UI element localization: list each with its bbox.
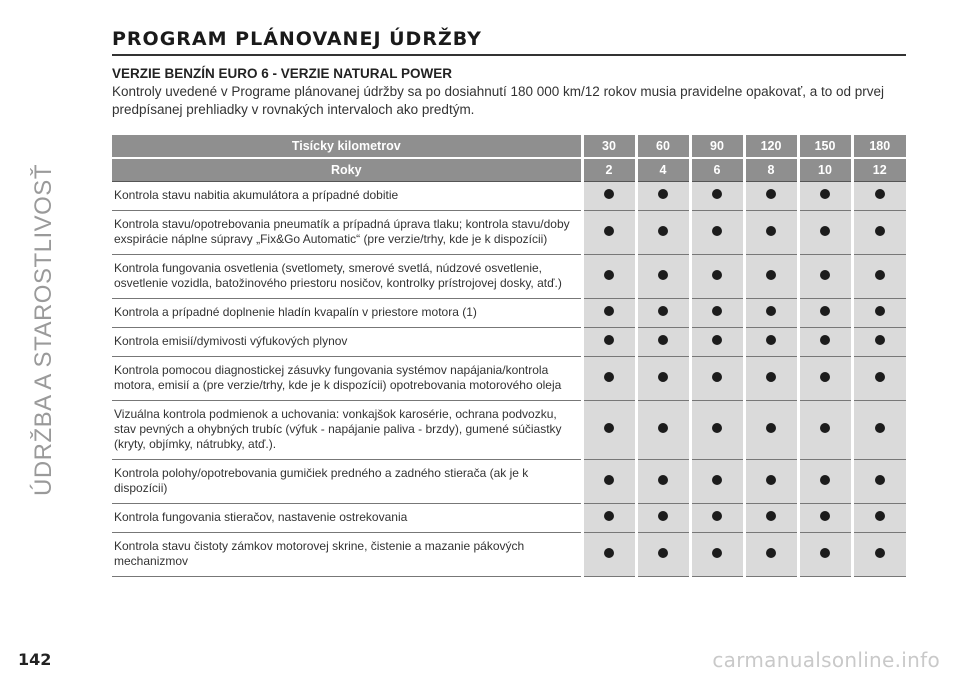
- table-row: [112, 298, 906, 327]
- check-dot-icon: [875, 226, 885, 236]
- check-dot-icon: [875, 475, 885, 485]
- check-dot-icon: [604, 475, 614, 485]
- interval-cell: [852, 356, 906, 400]
- header-km-cell: 90: [690, 135, 744, 158]
- interval-cell: [636, 356, 690, 400]
- check-dot-icon: [604, 270, 614, 280]
- check-dot-icon: [658, 423, 668, 433]
- check-dot-icon: [712, 372, 722, 382]
- check-dot-icon: [712, 189, 722, 199]
- check-dot-icon: [604, 423, 614, 433]
- check-dot-icon: [658, 306, 668, 316]
- check-dot-icon: [766, 335, 776, 345]
- interval-cell: [690, 532, 744, 576]
- interval-cell: [744, 181, 798, 210]
- interval-cell: [690, 181, 744, 210]
- interval-cell: [852, 210, 906, 254]
- interval-cell: [636, 459, 690, 503]
- interval-cell: [690, 327, 744, 356]
- watermark: carmanualsonline.info: [712, 648, 940, 672]
- check-dot-icon: [604, 306, 614, 316]
- header-years-cell: 8: [744, 158, 798, 181]
- check-dot-icon: [820, 372, 830, 382]
- check-dot-icon: [820, 226, 830, 236]
- interval-cell: [690, 356, 744, 400]
- check-dot-icon: [766, 372, 776, 382]
- check-dot-icon: [604, 335, 614, 345]
- check-dot-icon: [820, 189, 830, 199]
- interval-cell: [852, 400, 906, 459]
- interval-cell: [582, 459, 636, 503]
- check-dot-icon: [712, 270, 722, 280]
- operation-text: Kontrola fungovania osvetlenia (svetlomety, smerové svetlá, núdzové osvetlenie, osvetlenie vozidla, batožinového priestoru nosičov, kontrolky prístrojovej dosky, atď.): [112, 254, 582, 298]
- operation-text: Kontrola polohy/opotrebovania gumičiek predného a zadného stierača (ak je k dispozícii): [112, 459, 582, 503]
- check-dot-icon: [712, 475, 722, 485]
- header-years-cell: 2: [582, 158, 636, 181]
- interval-cell: [582, 356, 636, 400]
- check-dot-icon: [875, 372, 885, 382]
- header-km-cell: 30: [582, 135, 636, 158]
- interval-cell: [582, 532, 636, 576]
- interval-cell: [798, 181, 852, 210]
- check-dot-icon: [658, 548, 668, 558]
- check-dot-icon: [820, 335, 830, 345]
- check-dot-icon: [766, 511, 776, 521]
- table-row: [112, 356, 906, 400]
- interval-cell: [798, 532, 852, 576]
- operation-text: Kontrola stavu nabitia akumulátora a prípadné dobitie: [112, 181, 582, 210]
- check-dot-icon: [875, 189, 885, 199]
- page-number: 142: [18, 650, 52, 669]
- table-row: [112, 503, 906, 532]
- check-dot-icon: [766, 270, 776, 280]
- check-dot-icon: [712, 306, 722, 316]
- table-row: [112, 327, 906, 356]
- interval-cell: [852, 459, 906, 503]
- interval-cell: [744, 459, 798, 503]
- interval-cell: [798, 356, 852, 400]
- interval-cell: [690, 254, 744, 298]
- table-row: [112, 400, 906, 459]
- interval-cell: [636, 327, 690, 356]
- header-km-cell: 120: [744, 135, 798, 158]
- interval-cell: [798, 503, 852, 532]
- schedule-body: [112, 181, 906, 576]
- operation-text: Vizuálna kontrola podmienok a uchovania: vonkajšok karosérie, ochrana podvozku, stav pevných a ohybných trubíc (výfuk - napájanie paliva - brzdy), gumené súčiastky (kryty, objímky, nátrubky, atď.).: [112, 400, 582, 459]
- check-dot-icon: [658, 335, 668, 345]
- interval-cell: [744, 400, 798, 459]
- interval-cell: [582, 400, 636, 459]
- check-dot-icon: [875, 423, 885, 433]
- header-years-cell: 12: [852, 158, 906, 181]
- table-row: [112, 210, 906, 254]
- check-dot-icon: [604, 372, 614, 382]
- check-dot-icon: [766, 189, 776, 199]
- header-km-cell: 60: [636, 135, 690, 158]
- interval-cell: [798, 400, 852, 459]
- section-subtitle: VERZIE BENZÍN EURO 6 - VERZIE NATURAL POWER: [112, 66, 453, 81]
- interval-cell: [798, 254, 852, 298]
- check-dot-icon: [820, 548, 830, 558]
- operation-text: Kontrola stavu/opotrebovania pneumatík a prípadná úprava tlaku; kontrola stavu/doby exspirácie náplne súpravy „Fix&Go Automatic“ (pre verzie/trhy, kde je k dispozícii): [112, 210, 582, 254]
- check-dot-icon: [658, 372, 668, 382]
- interval-cell: [744, 503, 798, 532]
- interval-cell: [690, 459, 744, 503]
- check-dot-icon: [712, 335, 722, 345]
- table-row: [112, 459, 906, 503]
- interval-cell: [636, 503, 690, 532]
- check-dot-icon: [820, 423, 830, 433]
- header-km-cell: 150: [798, 135, 852, 158]
- header-years-cell: 10: [798, 158, 852, 181]
- check-dot-icon: [658, 270, 668, 280]
- interval-cell: [582, 503, 636, 532]
- header-row-km: [112, 135, 906, 158]
- header-years-cell: 4: [636, 158, 690, 181]
- interval-cell: [636, 254, 690, 298]
- table-row: [112, 181, 906, 210]
- interval-cell: [636, 298, 690, 327]
- check-dot-icon: [766, 226, 776, 236]
- intro-paragraph: Kontroly uvedené v Programe plánovanej údržby sa po dosiahnutí 180 000 km/12 rokov musia pravidelne opakovať, a to od prvej predpísanej prehliadky v rovnakých intervaloch ako predtým.: [112, 84, 885, 117]
- check-dot-icon: [766, 306, 776, 316]
- check-dot-icon: [875, 548, 885, 558]
- interval-cell: [582, 298, 636, 327]
- interval-cell: [582, 181, 636, 210]
- interval-cell: [852, 327, 906, 356]
- check-dot-icon: [820, 306, 830, 316]
- header-years-label: Roky: [112, 158, 582, 181]
- check-dot-icon: [712, 226, 722, 236]
- interval-cell: [744, 298, 798, 327]
- operation-text: Kontrola stavu čistoty zámkov motorovej skrine, čistenie a mazanie pákových mechanizmov: [112, 532, 582, 576]
- table-row: [112, 254, 906, 298]
- check-dot-icon: [875, 270, 885, 280]
- maintenance-schedule-table: [112, 135, 906, 577]
- interval-cell: [798, 210, 852, 254]
- check-dot-icon: [875, 511, 885, 521]
- check-dot-icon: [766, 423, 776, 433]
- header-km-cell: 180: [852, 135, 906, 158]
- check-dot-icon: [712, 511, 722, 521]
- page-title: PROGRAM PLÁNOVANEJ ÚDRŽBY: [112, 28, 906, 56]
- page-content: [112, 28, 906, 577]
- check-dot-icon: [875, 306, 885, 316]
- check-dot-icon: [820, 475, 830, 485]
- interval-cell: [690, 298, 744, 327]
- interval-cell: [744, 532, 798, 576]
- interval-cell: [852, 254, 906, 298]
- check-dot-icon: [766, 548, 776, 558]
- interval-cell: [582, 210, 636, 254]
- check-dot-icon: [820, 511, 830, 521]
- interval-cell: [852, 532, 906, 576]
- check-dot-icon: [604, 226, 614, 236]
- check-dot-icon: [604, 548, 614, 558]
- interval-cell: [636, 532, 690, 576]
- interval-cell: [852, 298, 906, 327]
- interval-cell: [798, 459, 852, 503]
- interval-cell: [636, 400, 690, 459]
- interval-cell: [744, 356, 798, 400]
- header-row-years: [112, 158, 906, 181]
- interval-cell: [636, 181, 690, 210]
- interval-cell: [690, 400, 744, 459]
- interval-cell: [690, 503, 744, 532]
- interval-cell: [744, 327, 798, 356]
- operation-text: Kontrola emisií/dymivosti výfukových plynov: [112, 327, 582, 356]
- check-dot-icon: [658, 475, 668, 485]
- interval-cell: [582, 254, 636, 298]
- table-row: [112, 532, 906, 576]
- interval-cell: [798, 327, 852, 356]
- check-dot-icon: [658, 226, 668, 236]
- operation-text: Kontrola fungovania stieračov, nastavenie ostrekovania: [112, 503, 582, 532]
- interval-cell: [798, 298, 852, 327]
- interval-cell: [744, 210, 798, 254]
- interval-cell: [582, 327, 636, 356]
- interval-cell: [636, 210, 690, 254]
- interval-cell: [744, 254, 798, 298]
- check-dot-icon: [604, 511, 614, 521]
- check-dot-icon: [658, 189, 668, 199]
- check-dot-icon: [712, 423, 722, 433]
- chapter-side-title-text: ÚDRŽBA A STAROSTLIVOSŤ: [30, 164, 57, 496]
- interval-cell: [852, 503, 906, 532]
- header-years-cell: 6: [690, 158, 744, 181]
- interval-cell: [690, 210, 744, 254]
- check-dot-icon: [820, 270, 830, 280]
- check-dot-icon: [658, 511, 668, 521]
- operation-text: Kontrola pomocou diagnostickej zásuvky fungovania systémov napájania/kontrola motora, emisií a (pre verzie/trhy, kde je k dispozícii) opotrebovania motorového oleja: [112, 356, 582, 400]
- header-km-label: Tisícky kilometrov: [112, 135, 582, 158]
- interval-cell: [852, 181, 906, 210]
- operation-text: Kontrola a prípadné doplnenie hladín kvapalín v priestore motora (1): [112, 298, 582, 327]
- check-dot-icon: [712, 548, 722, 558]
- check-dot-icon: [766, 475, 776, 485]
- check-dot-icon: [875, 335, 885, 345]
- check-dot-icon: [604, 189, 614, 199]
